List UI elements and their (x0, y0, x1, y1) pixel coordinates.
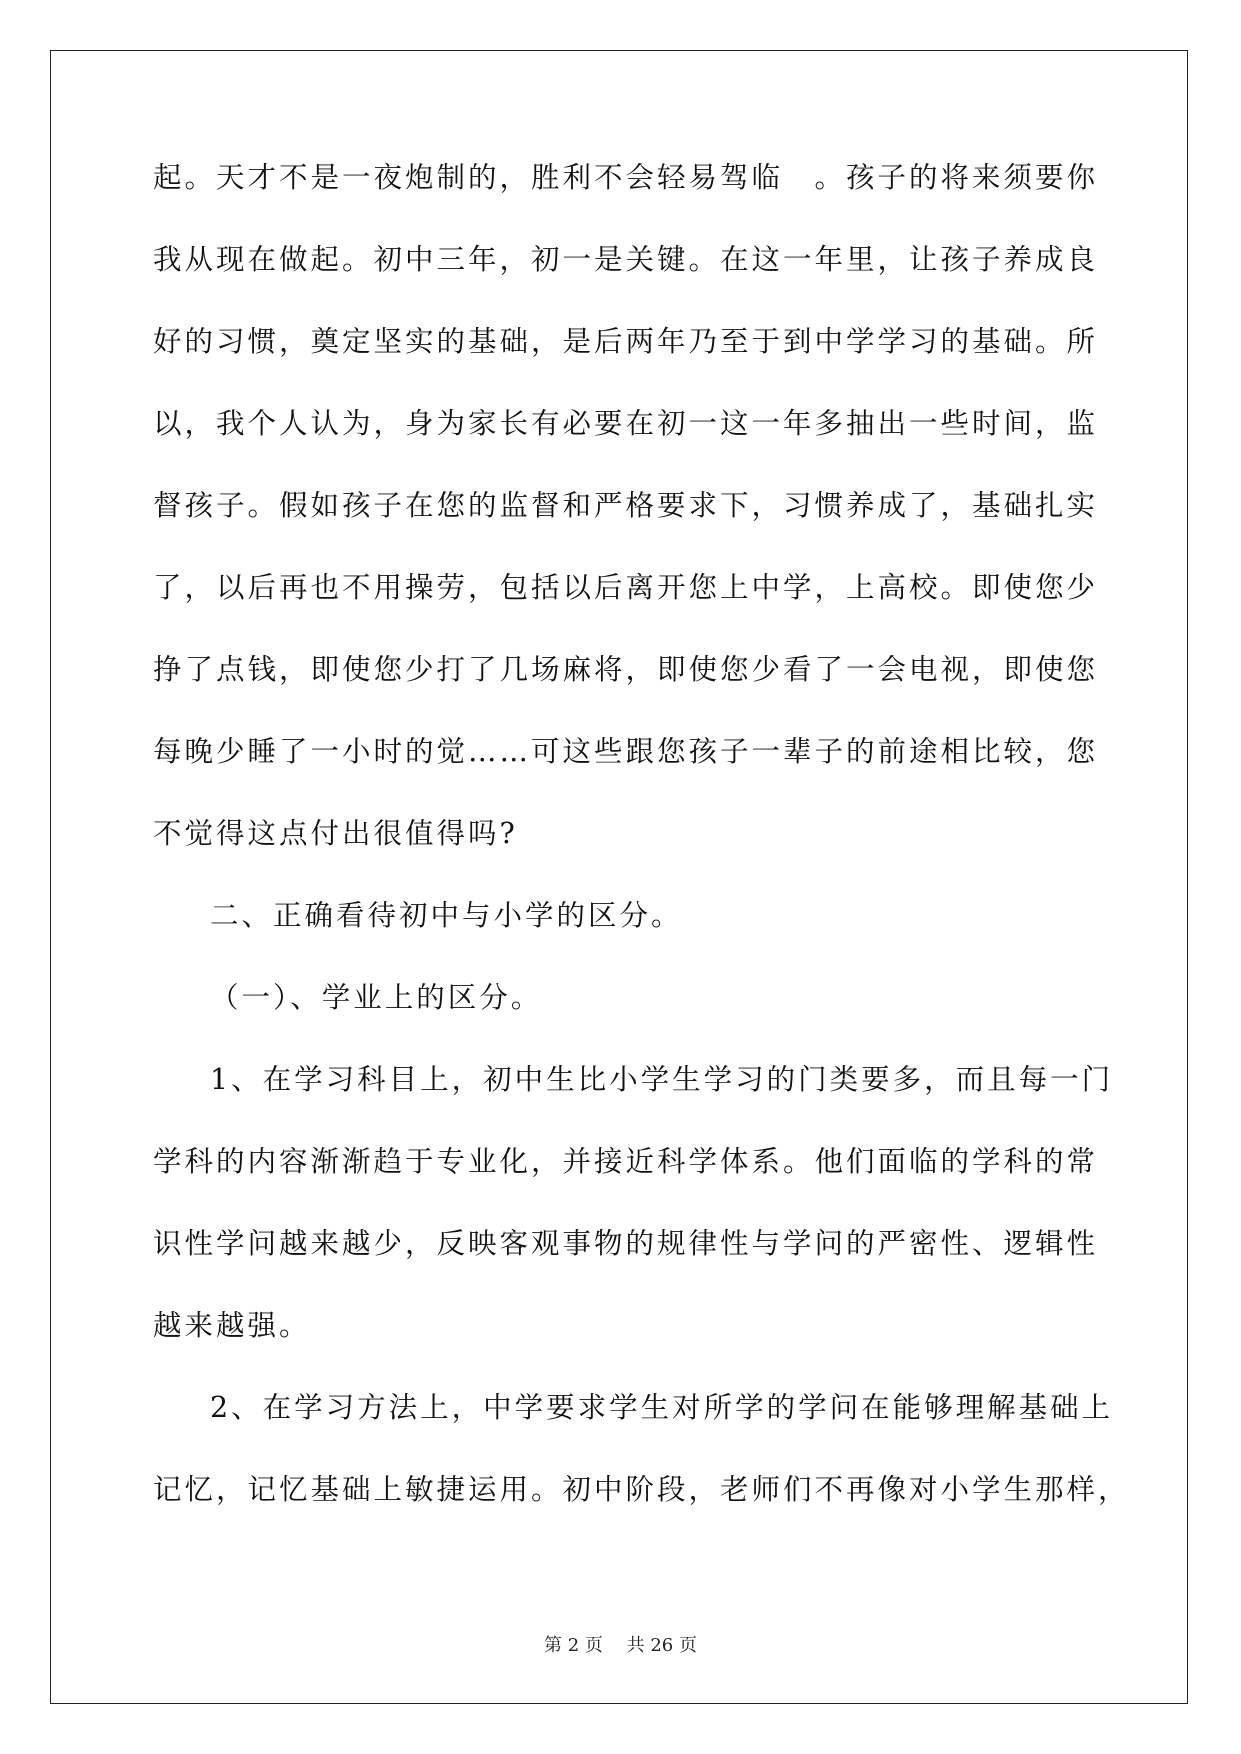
text-line: 二、正确看待初中与小学的区分。 (210, 899, 683, 932)
text-line: 好的习惯，奠定坚实的基础，是后两年乃至于到中学学习的基础。所 (153, 325, 1099, 358)
text-line: 以，我个人认为，身为家长有必要在初一这一年多抽出一些时间，监 (153, 407, 1099, 440)
text-line: 不觉得这点付出很值得吗? (153, 817, 518, 850)
text-line: 记忆，记忆基础上敏捷运用。初中阶段，老师们不再像对小学生那样， (153, 1473, 1130, 1506)
text-line: 挣了点钱，即使您少打了几场麻将，即使您少看了一会电视，即使您 (153, 653, 1099, 686)
document-body (153, 158, 1130, 1552)
text-line: 了，以后再也不用操劳，包括以后离开您上中学，上高校。即使您少 (153, 571, 1099, 604)
page-number-label: 第 2 页 共 26 页 (544, 1635, 697, 1656)
text-line: 学科的内容渐渐趋于专业化，并接近科学体系。他们面临的学科的常 (153, 1145, 1099, 1178)
text-line: 2、在学习方法上，中学要求学生对所学的学问在能够理解基础上 (210, 1391, 1114, 1424)
text-line: 我从现在做起。初中三年，初一是关键。在这一年里，让孩子养成良 (153, 243, 1099, 276)
text-line: 每晚少睡了一小时的觉……可这些跟您孩子一辈子的前途相比较，您 (153, 735, 1099, 768)
text-line: 越来越强。 (153, 1309, 311, 1342)
text-line: 识性学问越来越少，反映客观事物的规律性与学问的严密性、逻辑性 (153, 1227, 1099, 1260)
text-line: （一）、学业上的区分。 (210, 981, 543, 1014)
text-line: 督孩子。假如孩子在您的监督和严格要求下，习惯养成了，基础扎实 (153, 489, 1099, 522)
page-footer (0, 1634, 1241, 1658)
text-line: 1、在学习科目上，初中生比小学生学习的门类要多，而且每一门 (210, 1063, 1114, 1096)
text-line: 起。天才不是一夜炮制的，胜利不会轻易驾临 。孩子的将来须要你 (153, 161, 1099, 194)
